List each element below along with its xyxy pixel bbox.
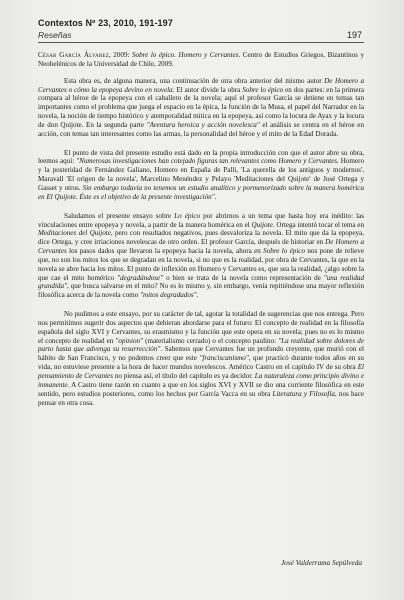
text-run: los pasos dados que llevaron la epopeya hacia la novela, ahora en (66, 247, 264, 256)
bibliographic-reference (38, 51, 364, 69)
text-run: , que busca salvarse en el mito? No es lo mismo y, sin embargo, venía repitiéndose una mayor reflexión filosófica acerca de la novela como (38, 282, 364, 300)
text-run: No pudimos a este ensayo, por su carácter de tal, agotar la totalidad de sugerencias que nos entrega. Pero nos permitimos sugerir dos aspectos que debieran abordarse para el futuro: El concepto de realidad en la filosofía española del siglo XVI y Cervantes, su erasmismo y la función que este opera en su novela; pues no es lo mismo el concepto de realidad en (38, 310, 364, 345)
reference-publisher: . Centro de Estudios Griegos, Bizantinos y Neohelénicos de la Universidad de Chile, 2009. (38, 51, 364, 68)
reference-year: , 2009: (109, 51, 132, 59)
text-run: (materialismo cerrado) o el concepto paulino: (143, 336, 279, 345)
paragraph-gap (38, 139, 364, 149)
text-run: El punto de vista del presente estudio está dado en la propia introducción con que el autor abre su obra, leemos aquí: (38, 148, 364, 166)
italic-title: Sobre lo épico (242, 85, 284, 94)
header-rule (38, 42, 364, 43)
reference-title: Sobre lo épico. Homero y Cervantes (132, 51, 239, 59)
italic-quote: "franciscanismo" (199, 354, 249, 363)
italic-quote: "opinion" (115, 336, 144, 345)
text-run: , pero con resultados negativos, pues desvaloriza la novela. El mito que da la epopeya, dice Ortega, y cree irriaciones novelescas de otro orden. El profesor García, después de historiar en (38, 229, 364, 247)
italic-quote: "La realidad sobre dolores de parto hasta que advenga su resurrección" (38, 336, 364, 354)
text-run: Esta obra es, de alguna manera, una continuación de otra obra anterior del mismo autor (64, 76, 325, 85)
italic-title: La naturaleza como principio divino e inmanente (38, 372, 364, 389)
text-run: Saludamos el presente ensayo sobre (64, 211, 175, 220)
text-run: o bien se trata de la novela como representación de (163, 273, 324, 282)
paragraph-gap (38, 300, 364, 310)
journal-header: Contextos Nº 23, 2010, 191-197 (38, 18, 173, 28)
page-number: 197 (346, 30, 362, 40)
text-run: . (196, 291, 199, 300)
italic-title: Quijote (251, 220, 273, 229)
text-run: en dos partes: en la primera compara al héroe de la epopeya con el caballero de la novela; aquí el profesor García se detiene en temas tan importantes como el problema que juega el espacio en la épica, la función de la Musa, el papel del Narrador en la novela, la noción de tiempo histórico y atemporalidad mítica en la epopeya, así como la locura de Ayax y la locura de don Quijote. En la segunda parte (38, 85, 364, 129)
text-run: , que practicó durante todos años en su vida, no estuviese presente a la hora de hacer mundos novelescos. Américo Castro en el capítulo IV de su obra (38, 354, 364, 372)
italic-title: De Homero a Cervantes (38, 238, 364, 256)
reviewer-signature: José Valderrama Sepúlveda (280, 558, 362, 567)
text-run: por abrirnos a un tema que hasta hoy era inédito: las vinculaciones entre epopeya y novela, a partir de la manera homérica en el (38, 211, 364, 229)
italic-quote: "Numerosas investigaciones han cotejado figuras tan relevantes como Homero y Cervantes. (76, 157, 339, 166)
italic-quote: "mitos degradados" (140, 291, 197, 300)
reference-author: César García Álvarez (38, 51, 109, 59)
section-label: Reseñas (38, 30, 72, 40)
text-run: . Sabemos que Cervantes fue un profundo creyente, que murió con el hábito de San Francisco, y no podemos creer que este (38, 345, 364, 363)
text-run: . (214, 192, 217, 201)
italic-title: Meditaciones del Quijote (38, 229, 111, 238)
italic-quote: "Aventura heroica y acción novelesca" (146, 120, 260, 129)
paragraph-3 (38, 212, 364, 300)
italic-title: Sobre lo épico (263, 247, 306, 256)
italic-quote: Sin embargo todavía no tenemos un estudio analítico y pormenorizado sobre la manera homérica en El Quijote. Éste es el objetivo de la presente investigación" (38, 183, 364, 201)
text-run: el análisis se centra en el héroe en acción, con temas tan interesantes como las armas, la personalidad del héroe y el mito de la Edad Dorada. (38, 120, 365, 138)
text-run: , nos hace pensar en otra cosa. (38, 389, 365, 407)
italic-title: De Homero a Cervantes o cómo la epopeya devino en novela (38, 76, 364, 94)
paragraph-2 (38, 149, 364, 202)
italic-title: Literatura y Filosofía (272, 389, 335, 398)
italic-title: Lo épico (174, 211, 201, 220)
italic-quote: "degradándose" (117, 273, 164, 282)
text-run: nos pone de relieve que, no son los mitos los que se degradan en la novela, si no que es la realidad, por obra de Cervantes, la que en la novela se abre hacia los mitos. El punto de inflexión en Homero y Cervantes es, que sea la realidad, ¿algo sobre la que cae el mito homérico (38, 247, 364, 282)
review-body (38, 51, 364, 407)
text-run: no piensa así, el título del capítulo es ya decidor. (112, 372, 255, 380)
italic-quote: "una realidad grandida" (38, 273, 364, 291)
paragraph-1 (38, 77, 364, 139)
text-run: . Ortega intentó tocar el tema en (272, 220, 364, 229)
paragraph-gap (38, 202, 364, 212)
text-run: . A Castro tiene razón en cuanto a que en los siglos XVI y XVII se dio una corriente filosófica en este sentido, pero estudios posteriores, como los hechos por García Vacca en su obra (38, 380, 364, 398)
text-run: . El autor divide la obra (172, 85, 243, 94)
italic-title: El pensamiento de Cervantes (38, 363, 364, 380)
text-run: Homero y la posteridad de Fernández Galiano, Homero en España de Palli, 'La querella de los antiguos y modernos', Maravall 'El origen de la novela', Marcelino Menéndez y Pelayo 'Meditaciones del Quijote' de José Ortega y Gasset y otros. (38, 157, 364, 192)
paragraph-4 (38, 310, 364, 407)
